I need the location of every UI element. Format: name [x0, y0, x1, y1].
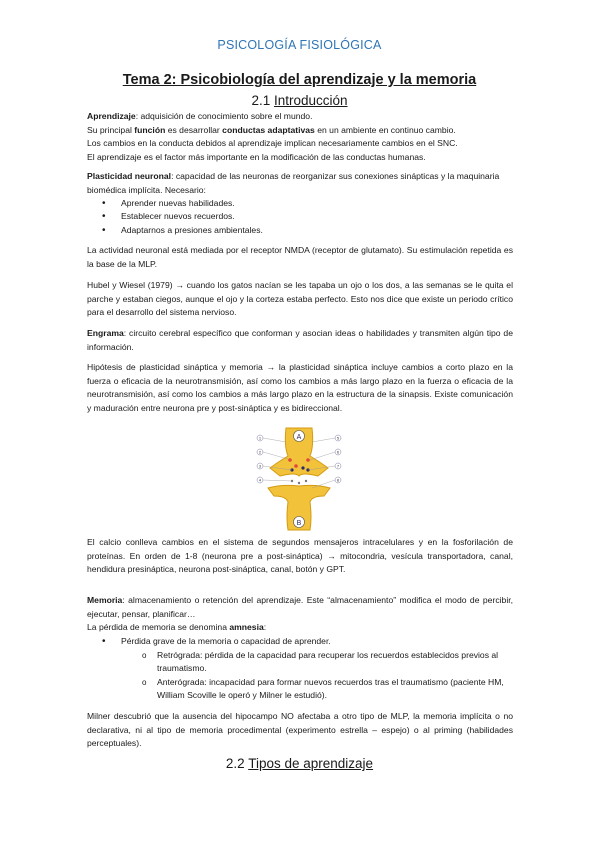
amnesia-line [87, 621, 513, 635]
paragraph-milner: Milner descubrió que la ausencia del hipocampo NO afectaba a otro tipo de MLP, la memoria implícita o no declarativa, ni al tipo de memoria procedimental (experimento estrella – espejo) o al priming (habilidades perceptuales). [87, 711, 513, 749]
svg-text:1: 1 [258, 435, 262, 441]
paragraph-calcio: El calcio conlleva cambios en el sistema de segundos mensajeros intracelulares y en la fosforilación de proteínas. En orden de 1-8 (neurona pre a post-sináptica) → mitocondria, vesícula transportadora, canal, hendidura presináptica, neurona post-sináptica, canal, botón y GPT. [87, 537, 513, 575]
term-plasticidad: Plasticidad neuronal [87, 171, 172, 181]
vesicle-dot [288, 458, 292, 462]
sub-list-amnesia [87, 649, 513, 703]
bullet-list-amnesia [87, 635, 513, 648]
paragraph-hipotesis: Hipótesis de plasticidad sináptica y memoria → la plasticidad sináptica incluye cambios a corto plazo en la fuerza o eficacia de la neurotransmisión, así como los cambios a más largo plazo en la fuerza o eficacia de la neurotransmisión, así como los cambios a más largo plazo en la estructura de la sinapsis. Existe comunicación y maduración entre neurona pre y post-sináptica y es bidireccional. [87, 362, 513, 413]
term-aprendizaje: Aprendizaje [87, 111, 136, 121]
text-line: Los cambios en la conducta debidos al aprendizaje implican necesariamente cambios en el SNC. [87, 138, 458, 149]
svg-text:6: 6 [336, 449, 340, 455]
definition-text: : almacenamiento o retención del aprendizaje. Este “almacenamiento” modifica el modo de percibir, ejecutar, pensar, planificar… [87, 595, 513, 619]
vesicle-dot [306, 458, 310, 462]
paragraph-hubel-wiesel: Hubel y Wiesel (1979) → cuando los gatos nacían se les tapaba un ojo o los dos, a las semanas se le quita el parche y estaban ciegos, aunque el ojo y la corteza estaba perfecto. Esto nos dice que existe un periodo crítico para el desarrollo del sistema nervioso. [87, 280, 513, 318]
svg-text:8: 8 [336, 477, 340, 483]
section-heading-intro [0, 93, 599, 108]
section-name: Tipos de aprendizaje [248, 756, 374, 771]
label-b: B [296, 520, 302, 527]
paragraph-aprendizaje [87, 110, 513, 164]
list-item: • Adaptarnos a presiones ambientales. [87, 224, 513, 237]
svg-text:3: 3 [258, 463, 262, 469]
text: La pérdida de memoria se denomina [87, 622, 230, 632]
definition-text: : adquisición de conocimiento sobre el mundo. [135, 111, 313, 121]
text: en un ambiente en continuo cambio. [314, 124, 456, 135]
vesicle-dot [301, 466, 304, 469]
svg-text:7: 7 [336, 463, 340, 469]
list-item: • Pérdida grave de la memoria o capacidad de aprender. [87, 635, 513, 648]
list-item: • Aprender nuevas habilidades. [87, 197, 513, 210]
text: es desarrollar [165, 124, 223, 135]
bullet-list-plasticidad [87, 197, 513, 237]
term-amnesia: amnesia [229, 622, 264, 632]
vesicle-dot [294, 464, 298, 468]
paragraph-memoria [87, 594, 513, 621]
svg-text:4: 4 [258, 477, 262, 483]
definition-text: : capacidad de las neuronas de reorganizar sus conexiones sinápticas y la maquinaria biomédica implícita. Necesario: [87, 171, 500, 195]
svg-text:5: 5 [336, 435, 340, 441]
term-engrama: Engrama [87, 328, 124, 338]
definition-text: : circuito cerebral específico que conforman y asocian ideas o habilidades y transmiten algún tipo de información. [87, 328, 513, 352]
paragraph-plasticidad [87, 170, 513, 197]
term-conductas-adaptativas: conductas adaptativas [222, 124, 315, 135]
svg-text:2: 2 [258, 449, 262, 455]
paragraph-nmda: La actividad neuronal está mediada por el receptor NMDA (receptor de glutamato). Su estimulación repetida es la base de la MLP. [87, 245, 513, 269]
section-number: 2.2 [225, 756, 245, 771]
synapse-diagram [252, 426, 346, 534]
text-line: El aprendizaje es el factor más importante en la modificación de las conductas humanas. [87, 151, 426, 162]
sub-list-item: o Anterógrada: incapacidad para formar nuevos recuerdos tras el traumatismo (paciente HM, William Scoville le operó y Milner le estudió). [87, 676, 513, 703]
term-memoria: Memoria [87, 595, 123, 605]
text: Su principal [87, 124, 135, 135]
text: : [263, 622, 267, 632]
term-funcion: función [134, 124, 166, 135]
label-a: A [296, 434, 302, 441]
neurotransmitter-dot [298, 482, 300, 484]
paragraph-engrama [87, 327, 513, 354]
page-title: Tema 2: Psicobiología del aprendizaje y la memoria [122, 72, 477, 88]
section-heading-tipos [0, 756, 599, 771]
section-number: 2.1 [251, 93, 271, 108]
neurotransmitter-dot [305, 480, 307, 482]
page-header: PSICOLOGÍA FISIOLÓGICA [217, 38, 382, 52]
sub-list-item: o Retrógrada: pérdida de la capacidad para recuperar los recuerdos establecidos previos al traumatismo. [87, 649, 513, 676]
section-name: Introducción [274, 93, 348, 108]
list-item: • Establecer nuevos recuerdos. [87, 210, 513, 223]
